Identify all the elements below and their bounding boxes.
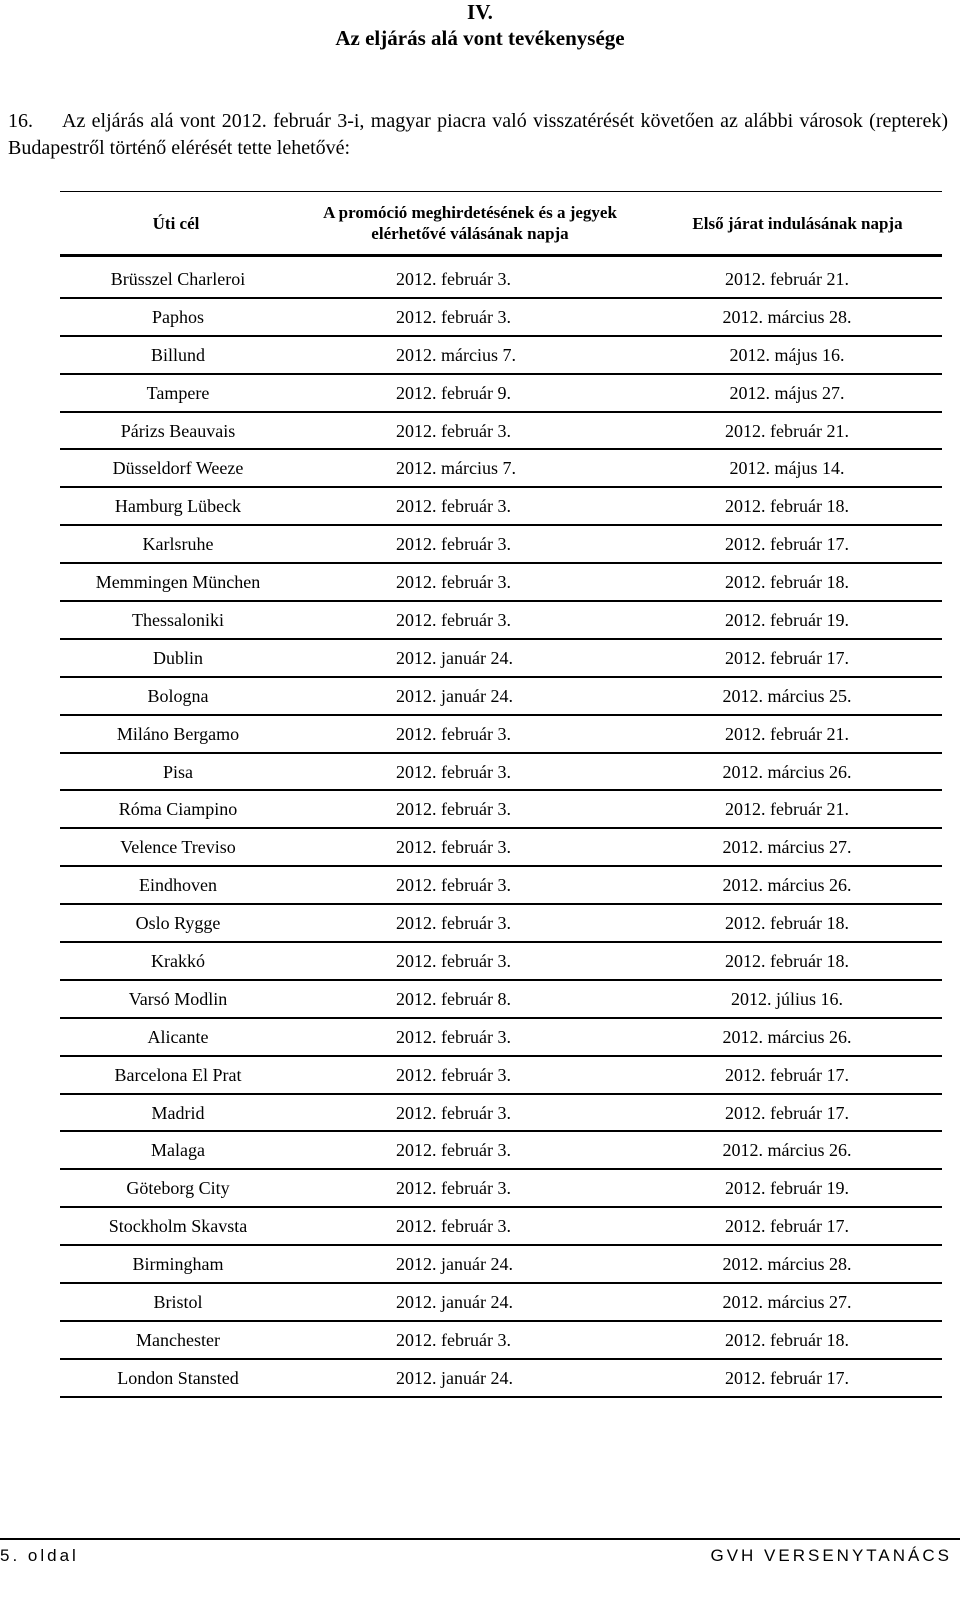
cell-first-flight: 2012. február 18. [725,496,849,517]
cell-first-flight: 2012. február 17. [725,647,849,668]
cell-promo-date: 2012. február 3. [396,1178,511,1199]
cell-promo-date: 2012. január 24. [396,1292,513,1313]
header-first-flight: Első járat indulásának napja [692,213,903,233]
cell-first-flight: 2012. február 17. [725,534,849,555]
cell-first-flight: 2012. május 16. [729,344,845,365]
cell-first-flight: 2012. február 18. [725,913,849,934]
footer-organization: GVH VERSENYTANÁCS [710,1546,952,1565]
cell-promo-date: 2012. február 8. [396,988,511,1009]
table-row [60,1360,942,1398]
table-row [60,299,942,337]
paragraph-number: 16. [8,110,33,132]
cell-first-flight: 2012. március 25. [722,685,852,706]
cell-first-flight: 2012. február 18. [725,1329,849,1350]
cell-destination: Velence Treviso [120,837,236,858]
cell-destination: Alicante [147,1026,209,1047]
cell-promo-date: 2012. március 7. [396,458,516,479]
cell-promo-date: 2012. február 3. [396,1216,511,1237]
cell-promo-date: 2012. február 3. [396,761,511,782]
cell-promo-date: 2012. február 3. [396,1064,511,1085]
cell-destination: Billund [150,344,205,365]
cell-destination: London Stansted [117,1367,239,1388]
cell-first-flight: 2012. február 21. [725,723,849,744]
table-row [60,1132,942,1170]
table-row [60,829,942,867]
cell-destination: Hamburg Lübeck [114,496,242,517]
cell-promo-date: 2012. március 7. [396,344,516,365]
cell-promo-date: 2012. január 24. [396,1367,513,1388]
cell-destination: Róma Ciampino [118,799,238,820]
paragraph-text: Az eljárás alá vont 2012. február 3-i, magyar piacra való visszatérését követően az alábbi városok (repterek) Budapestről történő elérését tette lehetővé: [8,110,948,159]
cell-destination: Memmingen München [95,572,261,593]
cell-promo-date: 2012. február 3. [396,534,511,555]
section-number: IV. [467,0,493,24]
table-row [60,754,942,792]
cell-destination: Düsseldorf Weeze [112,458,244,479]
table-row [60,1057,942,1095]
cell-promo-date: 2012. február 3. [396,875,511,896]
table-row [60,867,942,905]
cell-promo-date: 2012. február 3. [396,799,511,820]
table-row [60,716,942,754]
cell-first-flight: 2012. május 27. [729,382,845,403]
table-row [60,488,942,526]
table-row [60,981,942,1019]
cell-destination: Paphos [151,306,204,327]
section-title: Az eljárás alá vont tevékenysége [335,26,625,50]
table-row [60,261,942,299]
cell-first-flight: 2012. május 14. [729,458,845,479]
table-row [60,375,942,413]
cell-first-flight: 2012. február 17. [725,1216,849,1237]
cell-promo-date: 2012. február 3. [396,1329,511,1350]
cell-promo-date: 2012. február 3. [396,837,511,858]
cell-promo-date: 2012. január 24. [396,685,513,706]
cell-first-flight: 2012. március 26. [722,1026,852,1047]
cell-promo-date: 2012. február 3. [396,1026,511,1047]
cell-first-flight: 2012. március 27. [722,1292,852,1313]
table-row [60,602,942,640]
cell-destination: Thessaloniki [132,610,224,631]
cell-first-flight: 2012. február 18. [725,951,849,972]
cell-destination: Eindhoven [139,875,217,896]
cell-destination: Stockholm Skavsta [108,1216,248,1237]
cell-destination: Göteborg City [126,1178,230,1199]
cell-first-flight: 2012. február 17. [725,1367,849,1388]
paragraph-16 [8,108,948,162]
table-row [60,450,942,488]
table-header-rule [60,254,942,257]
cell-destination: Manchester [136,1329,220,1350]
cell-destination: Birmingham [132,1254,224,1275]
cell-promo-date: 2012. január 24. [396,647,513,668]
cell-first-flight: 2012. február 21. [725,799,849,820]
table-row [60,905,942,943]
cell-promo-date: 2012. február 3. [396,572,511,593]
cell-destination: Bologna [147,685,209,706]
cell-first-flight: 2012. február 21. [725,420,849,441]
table-row [60,1322,942,1360]
cell-first-flight: 2012. február 21. [725,269,849,289]
header-destination: Úti cél [152,213,200,233]
cell-promo-date: 2012. február 9. [396,382,511,403]
cell-first-flight: 2012. március 26. [722,1140,852,1161]
cell-destination: Barcelona El Prat [114,1064,242,1085]
header-promo-date: A promóció meghirdetésének és a jegyek elérhetővé válásának napja [323,203,617,243]
table-header-row [60,191,942,255]
cell-first-flight: 2012. március 26. [722,875,852,896]
cell-first-flight: 2012. február 19. [725,1178,849,1199]
cell-destination: Oslo Rygge [135,913,221,934]
table-row [60,1246,942,1284]
cell-destination: Varsó Modlin [128,988,228,1009]
cell-promo-date: 2012. február 3. [396,610,511,631]
table-row [60,564,942,602]
table-row [60,640,942,678]
cell-first-flight: 2012. február 19. [725,610,849,631]
cell-promo-date: 2012. február 3. [396,1102,511,1123]
table-row [60,1170,942,1208]
table-row [60,526,942,564]
cell-destination: Malaga [151,1140,205,1161]
table-row [60,1019,942,1057]
table-row [60,791,942,829]
cell-first-flight: 2012. március 27. [722,837,852,858]
cell-promo-date: 2012. február 3. [396,1140,511,1161]
cell-first-flight: 2012. február 18. [725,572,849,593]
cell-destination: Bristol [153,1292,203,1313]
cell-destination: Párizs Beauvais [120,420,236,441]
footer-rule [0,1538,960,1540]
cell-destination: Miláno Bergamo [116,723,240,744]
table-row [60,413,942,451]
cell-promo-date: 2012. február 3. [396,951,511,972]
cell-first-flight: 2012. március 28. [722,1254,852,1275]
cell-destination: Madrid [151,1102,205,1123]
cell-promo-date: 2012. február 3. [396,913,511,934]
table-row [60,943,942,981]
table-row [60,678,942,716]
table-row [60,337,942,375]
cell-destination: Krakkó [151,951,205,972]
table-row [60,1095,942,1133]
cell-destination: Brüsszel Charleroi [110,269,246,289]
cell-promo-date: 2012. február 3. [396,496,511,517]
cell-first-flight: 2012. február 17. [725,1064,849,1085]
cell-first-flight: 2012. július 16. [730,988,843,1009]
cell-promo-date: 2012. február 3. [396,269,511,289]
cell-promo-date: 2012. február 3. [396,420,511,441]
table-row [60,1208,942,1246]
cell-destination: Karlsruhe [142,534,214,555]
page-number: 5. oldal [0,1546,79,1565]
cell-first-flight: 2012. február 17. [725,1102,849,1123]
cell-destination: Pisa [162,761,193,782]
cell-first-flight: 2012. március 26. [722,761,852,782]
cell-promo-date: 2012. február 3. [396,306,511,327]
cell-promo-date: 2012. február 3. [396,723,511,744]
table-row [60,1284,942,1322]
cell-destination: Dublin [152,647,203,668]
cell-first-flight: 2012. március 28. [722,306,852,327]
table-body [60,261,942,1398]
cell-destination: Tampere [146,382,210,403]
cell-promo-date: 2012. január 24. [396,1254,513,1275]
